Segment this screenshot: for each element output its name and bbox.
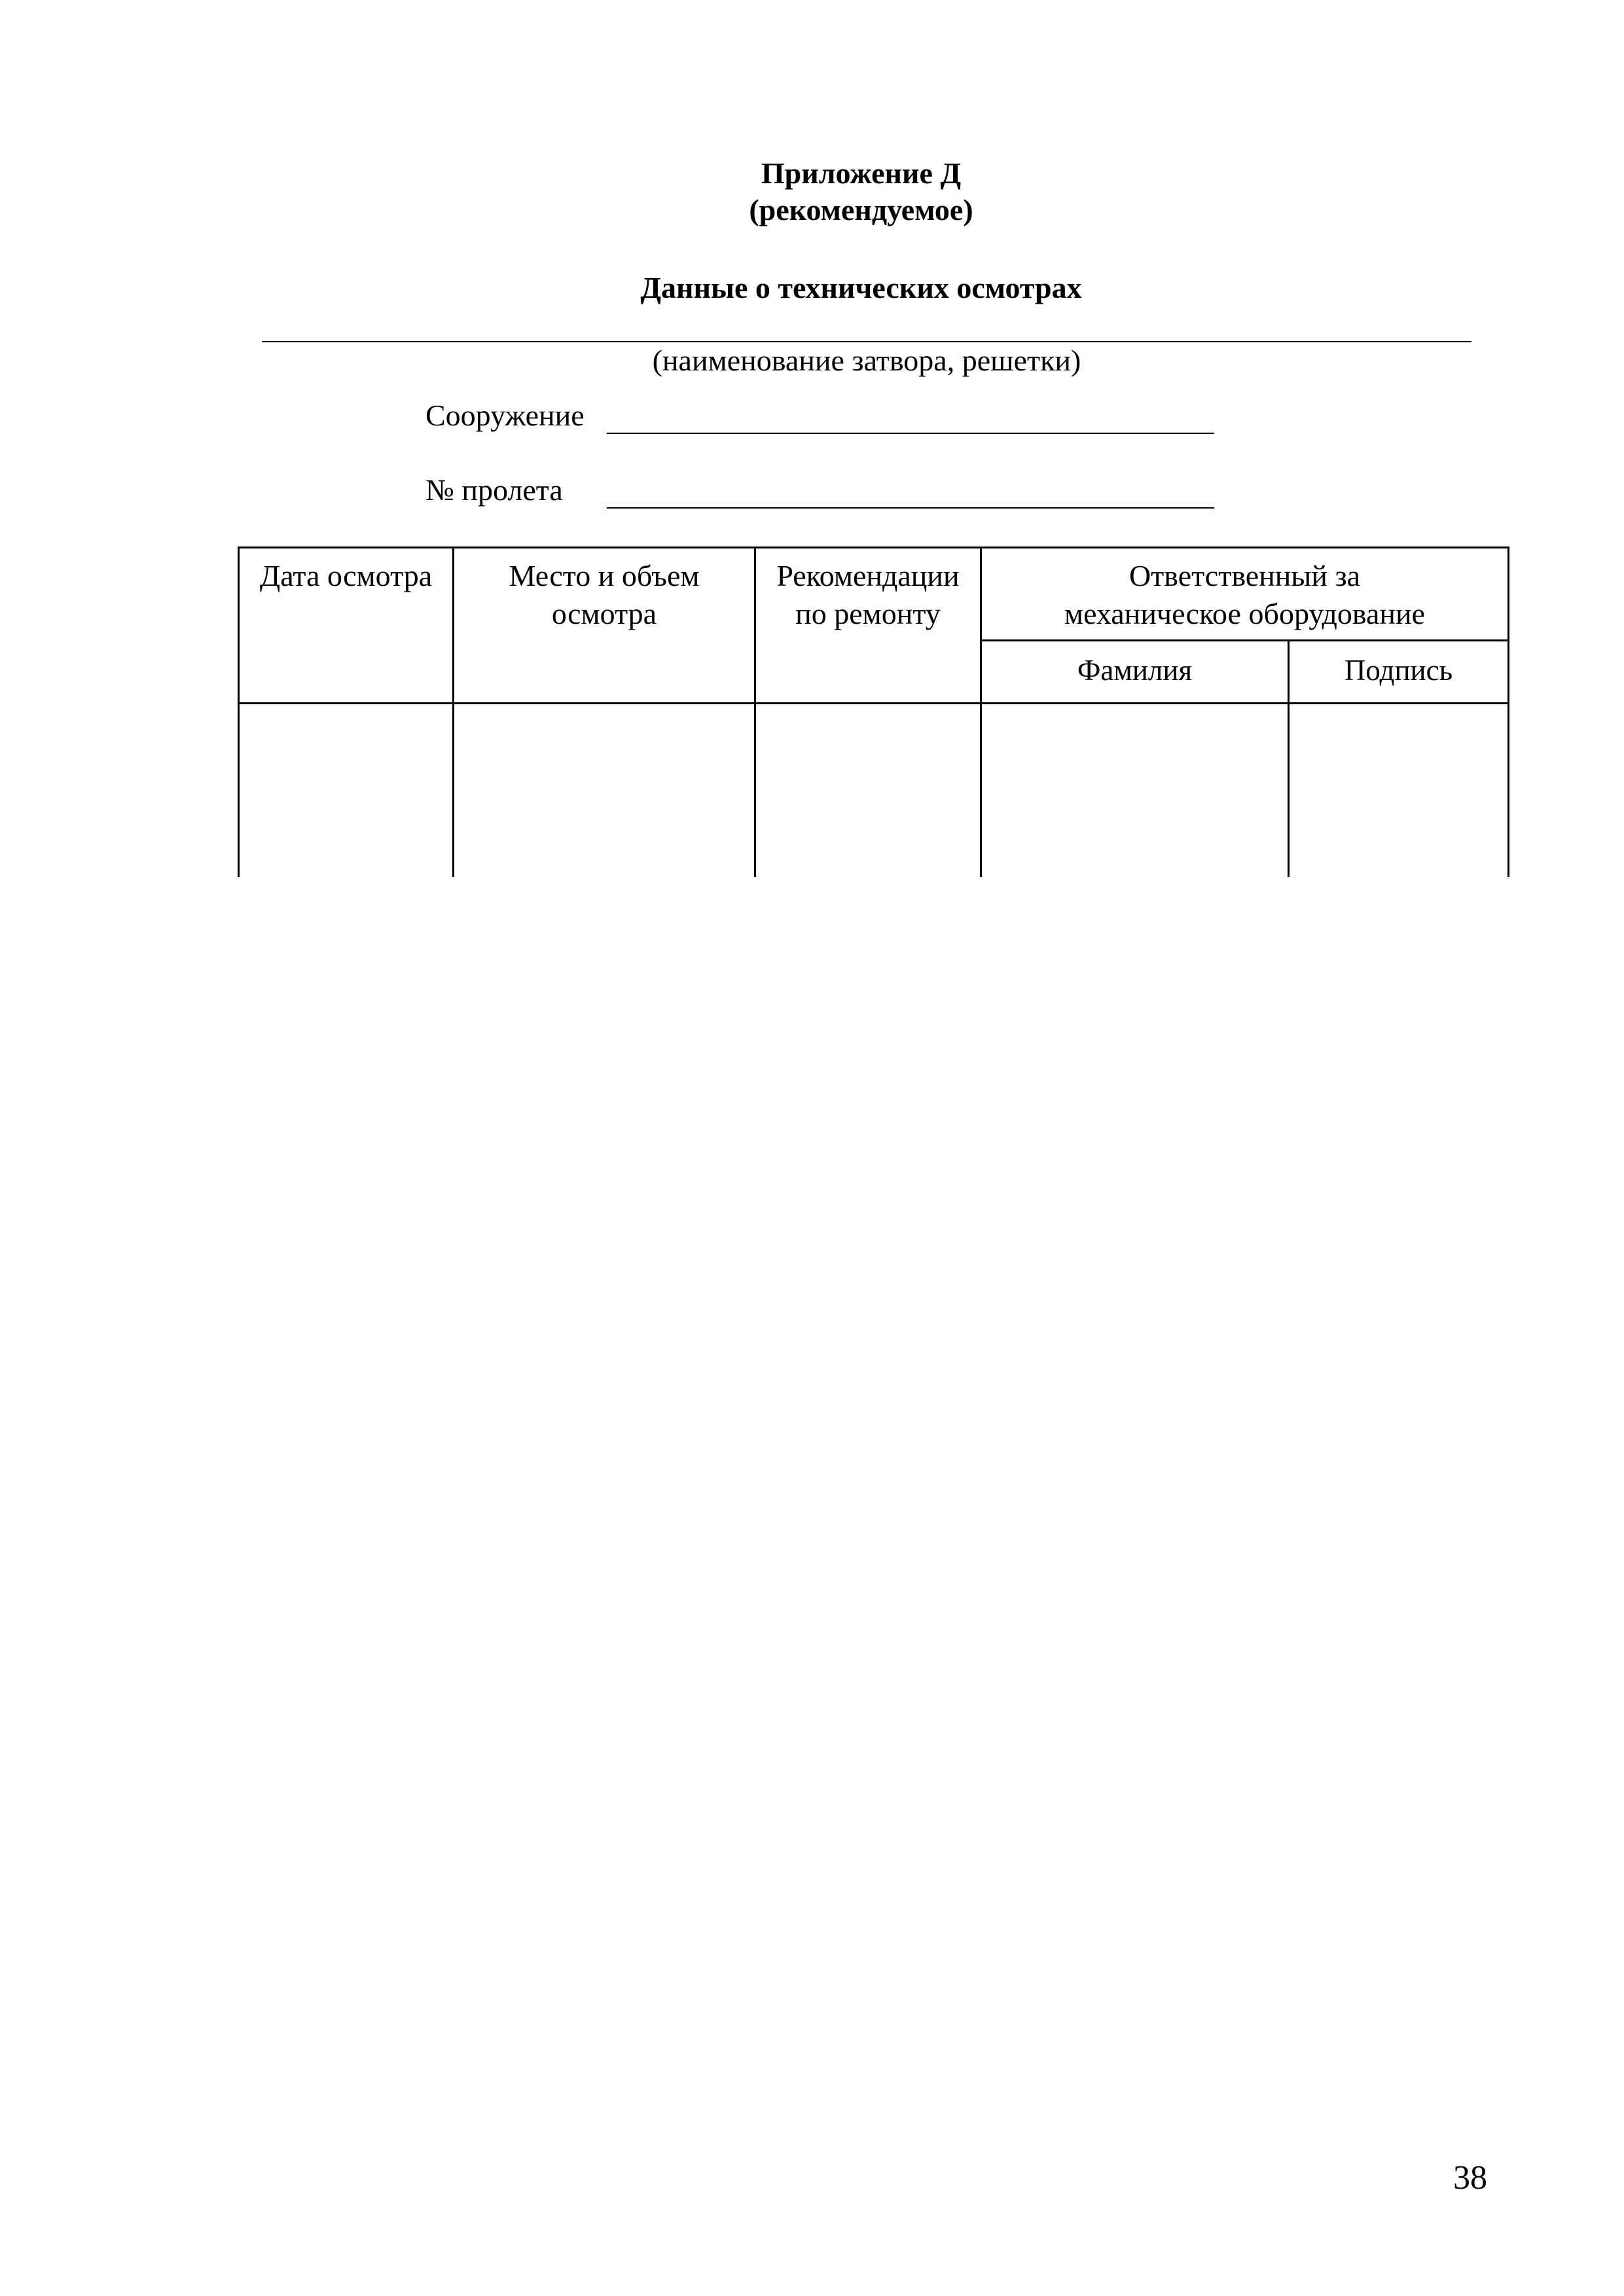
structure-fill-line[interactable] [607,433,1214,434]
header-responsible-line1: Ответственный за [1128,559,1361,592]
cell-date[interactable] [240,704,452,877]
span-number-fill-line[interactable] [607,507,1214,509]
structure-label: Сооружение [425,399,585,432]
table-subheader-divider [980,639,1509,641]
appendix-title: Приложение Д [761,156,962,190]
document-title: Данные о технических осмотрах [640,271,1082,304]
header-place-line2: осмотра [551,597,657,630]
appendix-subtitle: (рекомендуемое) [749,193,973,226]
page-number: 38 [1453,2159,1487,2197]
header-signature: Подпись [1344,654,1453,687]
cell-signature[interactable] [1290,704,1507,877]
cell-surname[interactable] [982,704,1288,877]
cell-recommend[interactable] [756,704,980,877]
header-place-line1: Место и объем [509,559,700,592]
table-border-top [238,547,1509,548]
span-number-label: № пролета [425,473,563,507]
header-date: Дата осмотра [259,559,433,592]
gate-name-caption: (наименование затвора, решетки) [652,344,1081,377]
header-recommend-line2: по ремонту [795,597,941,630]
header-recommend-line1: Рекомендации [776,559,960,592]
header-surname: Фамилия [1077,654,1193,687]
cell-place[interactable] [454,704,754,877]
header-responsible-line2: механическое оборудование [1064,597,1426,630]
table-border-right [1507,547,1509,877]
inspection-table [238,547,1509,877]
